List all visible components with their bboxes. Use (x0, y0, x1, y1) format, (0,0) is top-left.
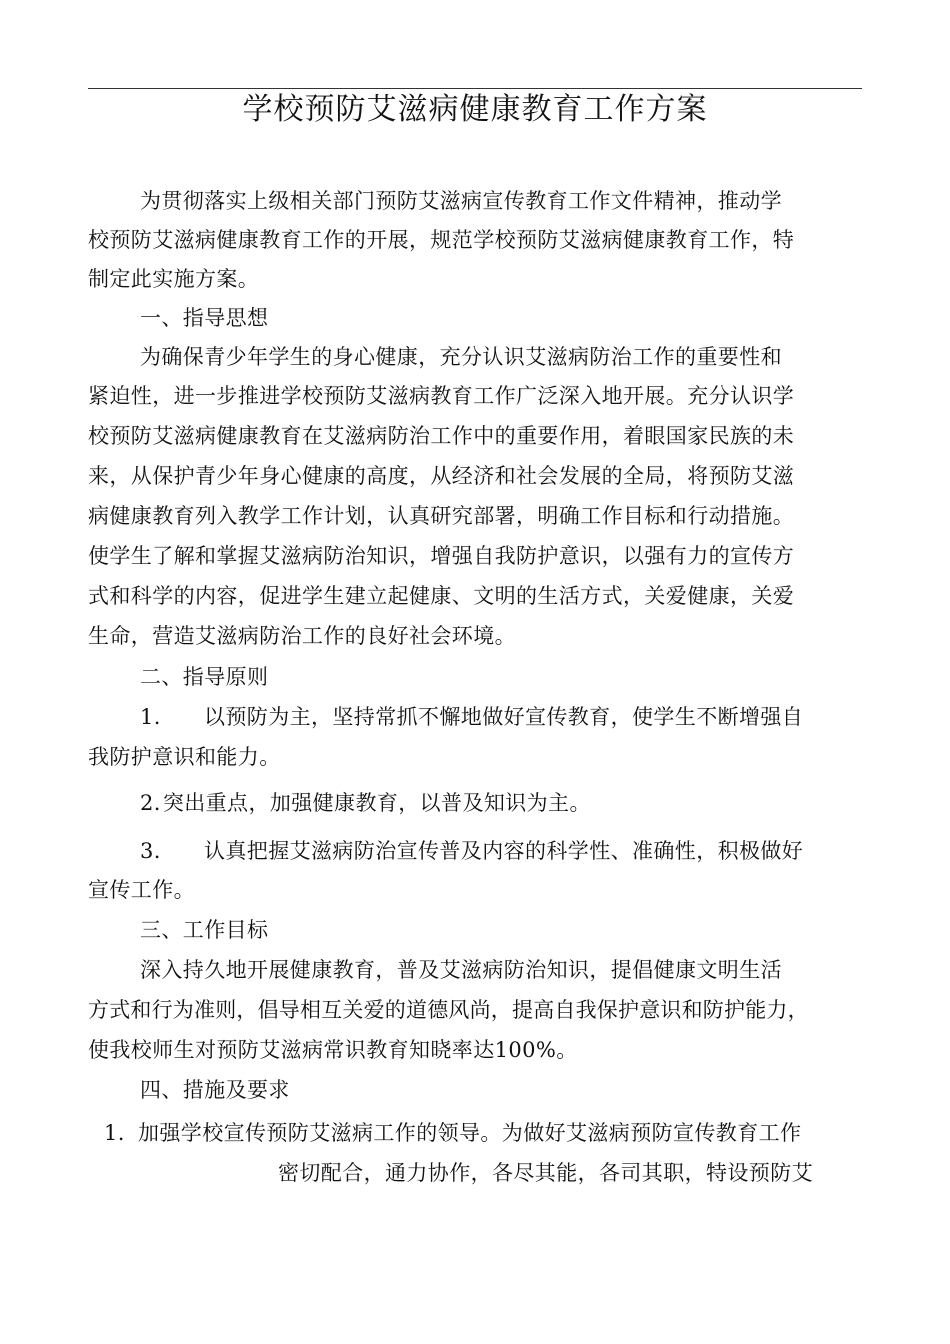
section2-item3-number: 3. (140, 839, 161, 863)
section2-item1-number: 1. (140, 705, 161, 729)
section4-heading: 四、措施及要求 (140, 1078, 290, 1102)
section1-line-7: 式和科学的内容，促进学生建立起健康、文明的生活方式，关爱健康，关爱 (88, 584, 795, 608)
section2-item3-line-2: 宣传工作。 (88, 878, 195, 902)
section1-line-5: 病健康教育列入教学工作计划，认真研究部署，明确工作目标和行动措施。 (88, 504, 795, 528)
section2-item3-line-1 (140, 838, 920, 864)
section3-line-3-text: 使我校师生对预防艾滋病常识教育知晓率达 (88, 1038, 495, 1062)
section2-item1-text: 以预防为主，坚持常抓不懈地做好宣传教育，使学生不断增强自 (204, 705, 804, 729)
document-title: 学校预防艾滋病健康教育工作方案 (242, 92, 708, 127)
section4-item1-line-2: 密切配合，通力协作，各尽其能，各司其职，特设预防艾 (278, 1161, 813, 1185)
section2-item3-text: 认真把握艾滋病防治宣传普及内容的科学性、准确性，积极做好 (204, 839, 804, 863)
section3-line-1: 深入持久地开展健康教育，普及艾滋病防治知识，提倡健康文明生活 (140, 958, 782, 982)
section4-item1-text: 加强学校宣传预防艾滋病工作的领导。为做好艾滋病预防宣传教育工作 (138, 1121, 802, 1145)
intro-line-3: 制定此实施方案。 (88, 267, 260, 291)
section2-item2-text: 突出重点，加强健康教育，以普及知识为主。 (162, 791, 591, 815)
section3-line-3-end: 。 (556, 1038, 578, 1062)
section1-line-3: 校预防艾滋病健康教育在艾滋病防治工作中的重要作用，着眼国家民族的未 (88, 424, 795, 448)
section2-item1-line-2: 我防护意识和能力。 (88, 745, 281, 769)
section2-item2-number: 2. (140, 791, 161, 815)
section3-heading: 三、工作目标 (140, 918, 269, 942)
section1-line-4: 来，从保护青少年身心健康的高度，从经济和社会发展的全局，将预防艾滋 (88, 464, 795, 488)
section2-item1-line-1 (140, 704, 920, 730)
section3-line-3 (88, 1037, 868, 1063)
section1-line-1: 为确保青少年学生的身心健康，充分认识艾滋病防治工作的重要性和 (140, 345, 782, 369)
section1-line-6: 使学生了解和掌握艾滋病防治知识，增强自我防护意识，以强有力的宣传方 (88, 544, 795, 568)
section3-line-2: 方式和行为准则，倡导相互关爱的道德风尚，提高自我保护意识和防护能力， (88, 998, 809, 1022)
header-rule (88, 88, 862, 89)
section1-line-8: 生命，营造艾滋病防治工作的良好社会环境。 (88, 624, 516, 648)
intro-line-2: 校预防艾滋病健康教育工作的开展，规范学校预防艾滋病健康教育工作，特 (88, 228, 795, 252)
intro-line-1: 为贯彻落实上级相关部门预防艾滋病宣传教育工作文件精神，推动学 (140, 189, 782, 213)
awareness-rate: 100% (494, 1038, 557, 1062)
section1-line-2: 紧迫性，进一步推进学校预防艾滋病教育工作广泛深入地开展。充分认识学 (88, 384, 795, 408)
section4-item1-number: 1. (104, 1121, 125, 1145)
section1-heading: 一、指导思想 (140, 306, 269, 330)
section2-item2 (140, 790, 920, 816)
section2-heading: 二、指导原则 (140, 665, 269, 689)
section4-item1-line-1 (104, 1120, 884, 1146)
